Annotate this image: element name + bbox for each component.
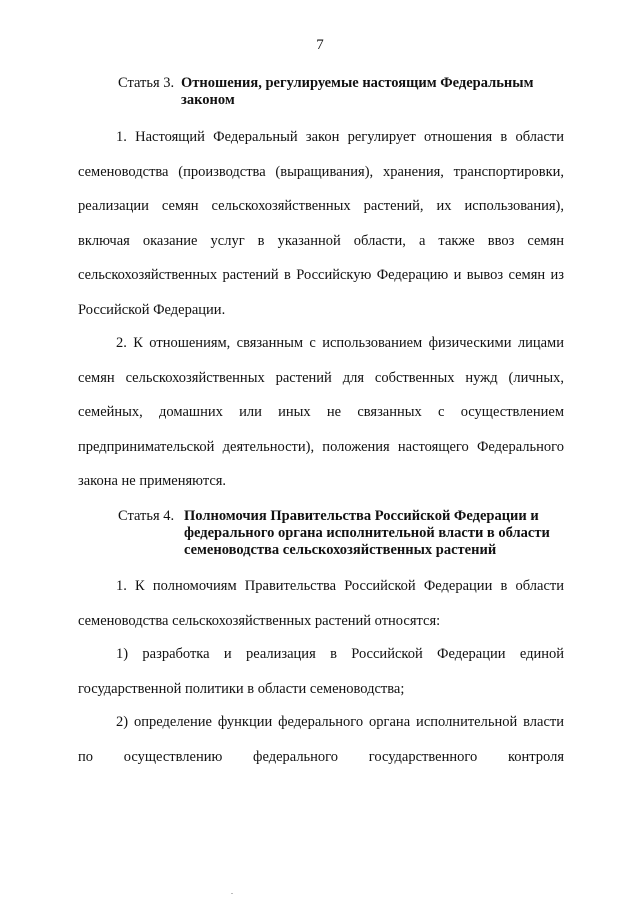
- article-4-title: Полномочия Правительства Российской Федерации и федерального органа исполнительной власти в области семеноводства сельскохозяйственных растений: [184, 508, 550, 558]
- article-4-list-item-1: 1) разработка и реализация в Российской Федерации единой государственной политики в области семеноводства;: [78, 646, 564, 697]
- scan-speck: [231, 893, 233, 894]
- article-3-title: Отношения, регулируемые настоящим Федеральным законом: [181, 75, 534, 108]
- article-3-paragraph-2: 2. К отношениям, связанным с использованием физическими лицами семян сельскохозяйственных растений для собственных нужд (личных, семейных, домашних или иных не связанных с осуществлением предпринимательской деятельности), положения настоящего Федерального закона не применяются.: [78, 335, 564, 490]
- article-4-list-item-2: 2) определение функции федерального органа исполнительной власти по осуществлению федерального государственного контроля: [78, 714, 564, 765]
- article-4-paragraph-1: 1. К полномочиям Правительства Российской Федерации в области семеноводства сельскохозяйственных растений относятся:: [78, 578, 564, 629]
- article-3-heading: [118, 75, 576, 109]
- article-4-heading: [118, 508, 576, 559]
- page-number: 7: [316, 37, 324, 53]
- article-3-label: Статья 3.: [118, 75, 175, 91]
- article-3-paragraph-1: 1. Настоящий Федеральный закон регулирует отношения в области семеноводства (производства (выращивания), хранения, транспортировки, реализации семян сельскохозяйственных растений, их использования), включая оказание услуг в указанной области, а также ввоз семян сельскохозяйственных растений в Российскую Федерацию и вывоз семян из Российской Федерации.: [78, 129, 564, 318]
- article-4-label: Статья 4.: [118, 508, 175, 524]
